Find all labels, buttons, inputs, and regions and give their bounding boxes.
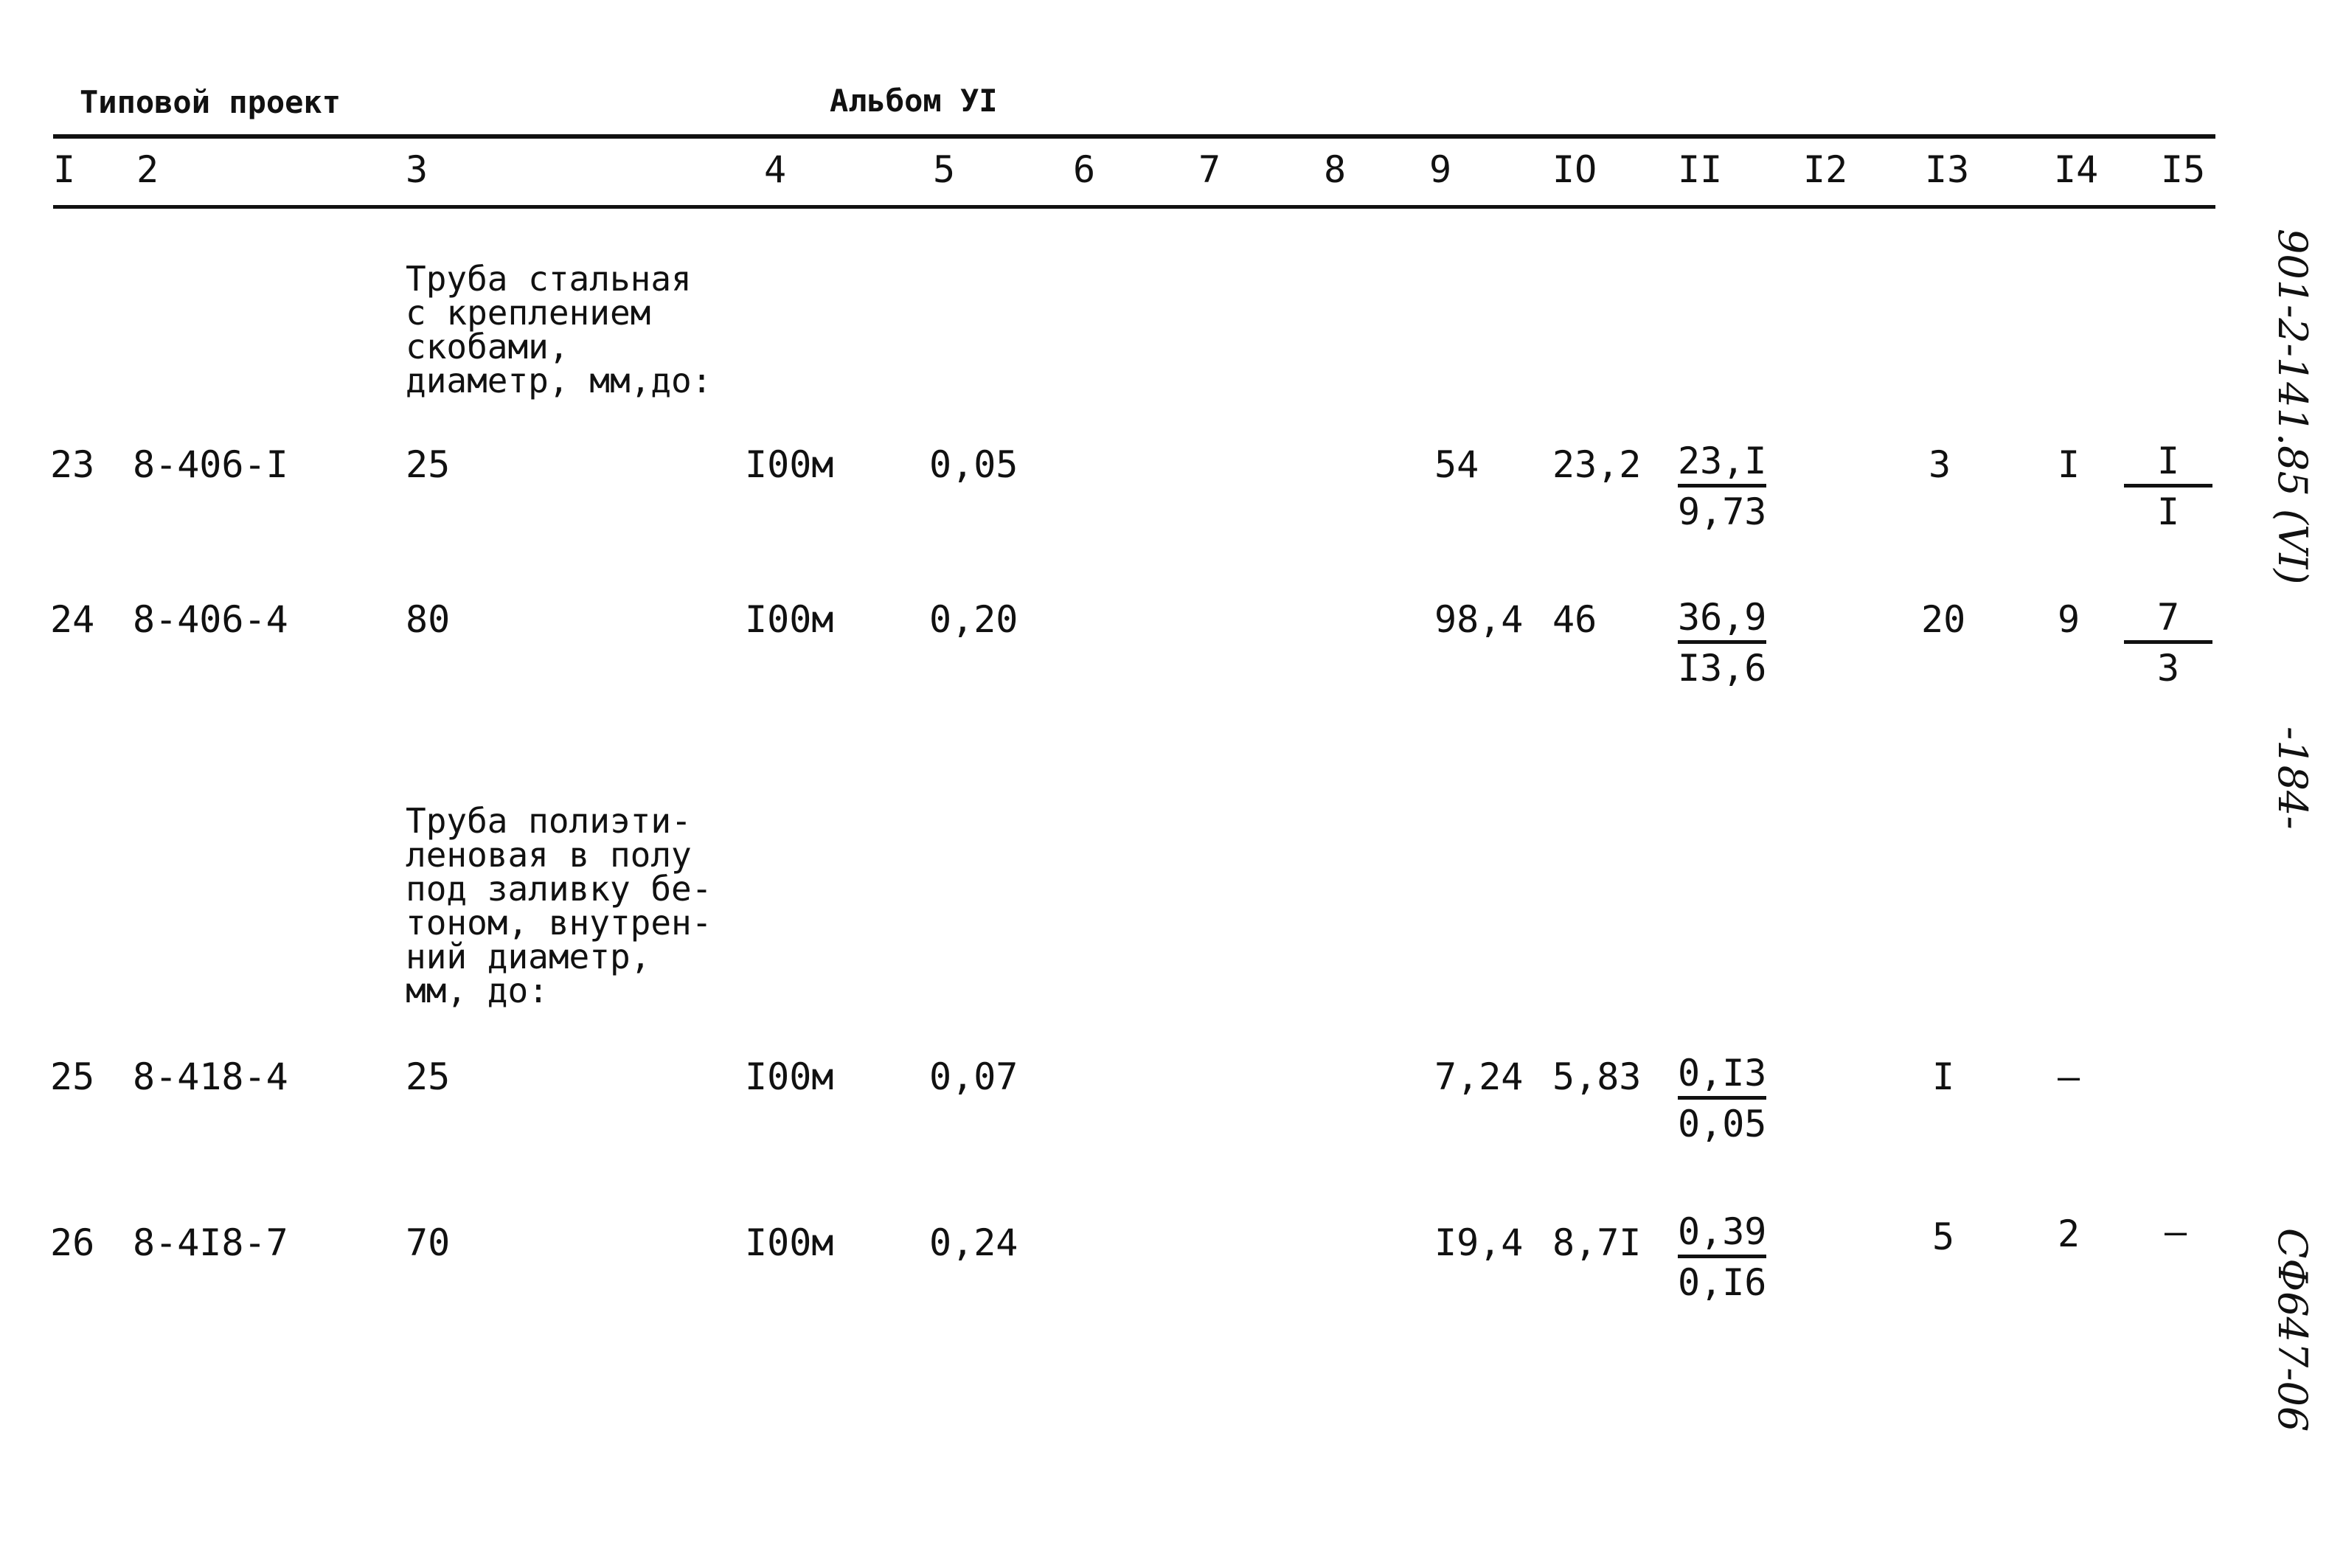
row-col14: I [2058,443,2080,486]
fraction-numerator: I [2124,443,2212,488]
row-col13: 3 [1929,443,1951,486]
col-15: I5 [2161,148,2206,191]
fraction-denominator: I3,6 [1678,647,1767,690]
row-size: 25 [406,443,451,486]
row-qty: 0,24 [929,1221,1018,1264]
margin-note-code: СФ647-06 [2269,1228,2316,1432]
fraction-numerator: 0,39 [1678,1213,1766,1258]
album-label: Альбом УI [830,83,998,119]
fraction-numerator: 0,I3 [1678,1055,1766,1100]
col-2: 2 [136,148,159,191]
row-col9: I9,4 [1434,1221,1524,1264]
col-4: 4 [764,148,787,191]
fraction-numerator: 7 [2124,599,2212,644]
row-col11-fraction [1678,440,1767,533]
row-col10: 5,83 [1552,1055,1642,1098]
row-col13: I [1932,1055,1955,1098]
row-col11-fraction [1678,1052,1767,1145]
row-number: 23 [50,443,95,486]
col-11: II [1678,148,1723,191]
fraction-denominator: 9,73 [1678,490,1767,533]
row-size: 70 [406,1221,451,1264]
row-size: 25 [406,1055,451,1098]
col-3: 3 [406,148,428,191]
row-qty: 0,20 [929,598,1018,641]
col-6: 6 [1073,148,1096,191]
row-qty: 0,07 [929,1055,1018,1098]
row-col14: – [2058,1055,2080,1098]
row-col14: 9 [2058,598,2080,641]
fraction-numerator: 23,I [1678,443,1766,488]
section-description: Труба стальная с креплением скобами, диаметр, мм,до: [406,259,712,400]
row-col13: 20 [1921,598,1966,641]
row-col15-fraction [2124,440,2212,533]
row-col14: 2 [2058,1213,2080,1255]
col-9: 9 [1429,148,1452,191]
fraction-numerator: 36,9 [1678,599,1766,644]
section-description: Труба полиэти- леновая в полу под заливку бе- тоном, внутрен- ний диаметр, мм, до: [406,801,712,1010]
row-unit: I00м [745,443,834,486]
row-col15-fraction [2124,596,2212,690]
margin-note-project: 901-2-141.85 (VI) [2269,229,2316,585]
col-10: IO [1552,148,1597,191]
row-code: 8-406-I [133,443,288,486]
row-number: 26 [50,1221,95,1264]
row-col11-fraction [1678,1210,1767,1304]
row-code: 8-4I8-7 [133,1221,288,1264]
row-col9: 7,24 [1434,1055,1524,1098]
margin-note-page: -184- [2269,726,2316,830]
row-code: 8-418-4 [133,1055,288,1098]
row-col15: – [2165,1210,2187,1253]
fraction-denominator: 0,I6 [1678,1261,1767,1304]
col-13: I3 [1925,148,1970,191]
top-rule [53,134,2215,139]
fraction-denominator: 3 [2156,647,2180,690]
col-8: 8 [1324,148,1347,191]
row-col10: 8,7I [1552,1221,1642,1264]
row-col10: 23,2 [1552,443,1642,486]
col-1: I [53,148,76,191]
row-col10: 46 [1552,598,1597,641]
row-unit: I00м [745,1055,834,1098]
fraction-denominator: 0,05 [1678,1103,1767,1145]
row-col9: 54 [1434,443,1479,486]
header-rule [53,205,2215,209]
fraction-denominator: I [2156,490,2180,533]
row-col11-fraction [1678,596,1767,690]
project-label: Типовой проект [80,84,341,120]
row-unit: I00м [745,1221,834,1264]
row-qty: 0,05 [929,443,1018,486]
col-7: 7 [1198,148,1221,191]
row-code: 8-406-4 [133,598,288,641]
row-col9: 98,4 [1434,598,1524,641]
row-unit: I00м [745,598,834,641]
col-5: 5 [933,148,956,191]
row-col13: 5 [1932,1215,1955,1258]
row-number: 24 [50,598,95,641]
row-number: 25 [50,1055,95,1098]
col-14: I4 [2054,148,2099,191]
row-size: 80 [406,598,451,641]
col-12: I2 [1803,148,1848,191]
